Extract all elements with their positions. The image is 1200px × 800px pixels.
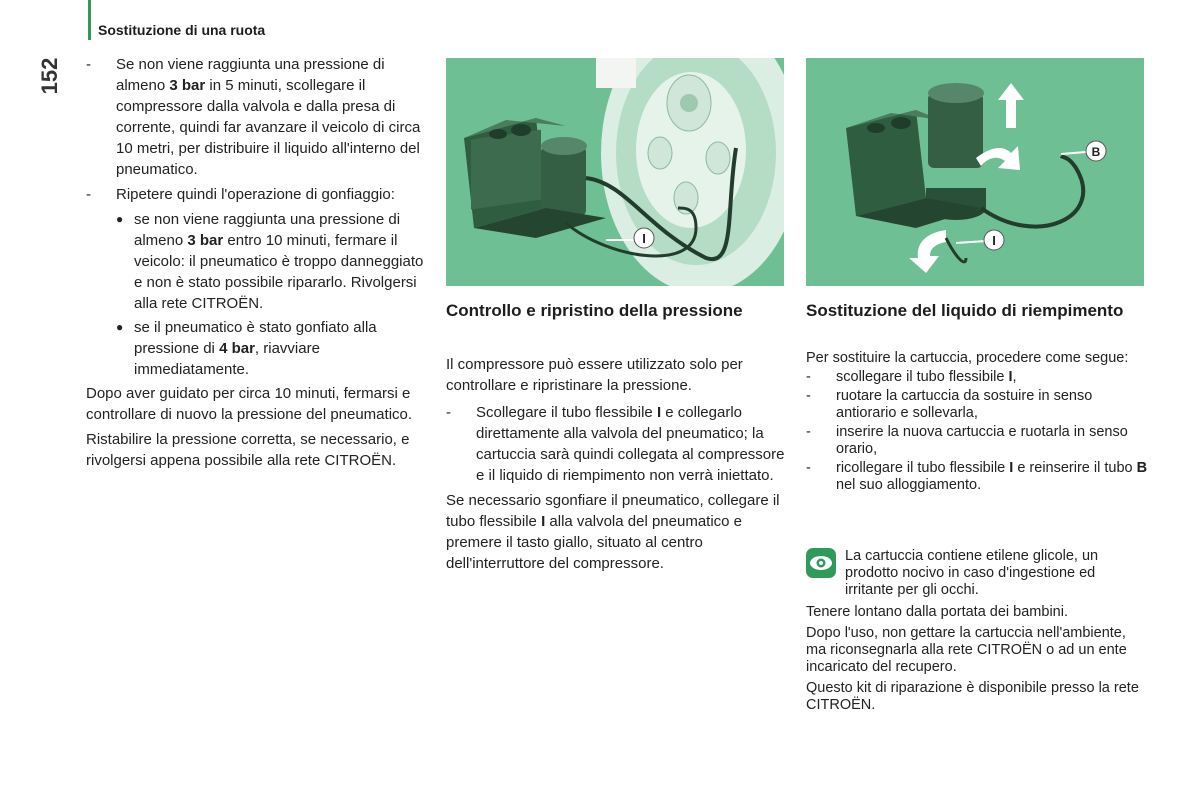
list-item: - Ripetere quindi l'operazione di gonfiaggio: <box>86 186 395 203</box>
list-item: - Se non viene raggiunta una pressione di almeno 3 bar in 5 minuti, scollegare il compressore dalla valvola e dalla presa di corrente, quindi far avanzare il veicolo di circa 10 metri, per distribuire il liquido all'interno del pneumatico. <box>86 56 421 178</box>
warning-text: La cartuccia contiene etilene glicole, un prodotto nocivo in caso d'ingestione ed irritante per gli occhi. <box>845 548 1099 598</box>
list-item: - Scollegare il tubo flessibile I e collegarlo direttamente alla valvola del pneumatico; la cartuccia sarà quindi collegata al compressore e il liquido di riempimento non verrà iniettato. <box>446 404 785 484</box>
list-item: - inserire la nuova cartuccia e ruotarla in senso orario, <box>806 424 1128 457</box>
compressor-wheel-illustration <box>446 58 784 286</box>
list-item: - ricollegare il tubo flessibile I e reinserire il tubo B nel suo alloggiamento. <box>806 460 1148 493</box>
sub-list-item: ● se il pneumatico è stato gonfiato alla pressione di 4 bar, riavviare immediatamente. <box>116 319 377 378</box>
paragraph: Dopo aver guidato per circa 10 minuti, fermarsi e controllare di nuovo la pressione del pneumatico. <box>86 385 413 423</box>
header-accent-bar <box>88 0 91 40</box>
paragraph: Per sostituire la cartuccia, procedere come segue: <box>806 350 1129 366</box>
illustration-svg <box>806 58 1144 286</box>
section-heading: Controllo e ripristino della pressione <box>446 301 743 320</box>
paragraph: Ristabilire la pressione corretta, se necessario, e rivolgersi appena possibile alla rete CITROËN. <box>86 431 410 469</box>
eye-warning-icon <box>806 548 836 578</box>
section-heading: Sostituzione del liquido di riempimento <box>806 301 1124 320</box>
paragraph: Se necessario sgonfiare il pneumatico, collegare il tubo flessibile I alla valvola del pneumatico e premere il tasto giallo, situato al centro dell'interruttore del compressore. <box>446 492 780 572</box>
list-item: - scollegare il tubo flessibile I, <box>806 369 1017 385</box>
paragraph: Tenere lontano dalla portata dei bambini. <box>806 604 1068 620</box>
paragraph: Il compressore può essere utilizzato solo per controllare e ripristinare la pressione. <box>446 356 743 394</box>
arrow-up-icon <box>998 83 1024 128</box>
page-number: 152 <box>37 57 62 95</box>
warning-notice <box>845 548 1145 603</box>
column-3-footer <box>806 604 1146 718</box>
list-item: - ruotare la cartuccia da sostuire in senso antiorario e sollevarla, <box>806 388 1093 421</box>
label-I: I <box>642 231 646 246</box>
cartridge-replacement-illustration <box>806 58 1144 286</box>
column-3 <box>806 350 1151 496</box>
paragraph: Dopo l'uso, non gettare la cartuccia nell'ambiente, ma riconsegnarla alla rete CITROËN o ad un ente incaricato del recupero. <box>806 625 1127 675</box>
column-1 <box>86 54 426 475</box>
label-I: I <box>992 233 996 248</box>
rotate-arrow-icon <box>909 230 946 273</box>
label-B: B <box>1091 145 1101 159</box>
illustration-svg <box>446 58 784 286</box>
sub-list-item: ● se non viene raggiunta una pressione di almeno 3 bar entro 10 minuti, fermare il veicolo: il pneumatico è troppo danneggiato e non è stato possibile ripararlo. Rivolgersi alla rete CITROËN. <box>116 211 424 312</box>
column-2 <box>446 354 791 578</box>
section-title: Sostituzione di una ruota <box>98 22 266 38</box>
paragraph: Questo kit di riparazione è disponibile presso la rete CITROËN. <box>806 680 1139 713</box>
